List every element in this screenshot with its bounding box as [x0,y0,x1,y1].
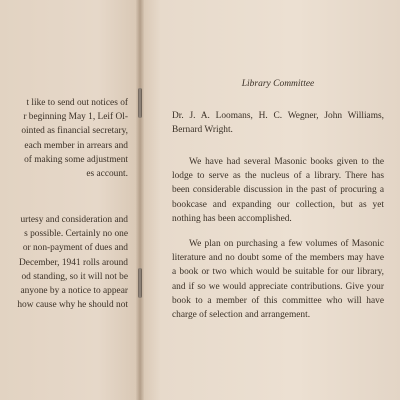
text-line: or non-payment of dues and [22,243,128,254]
staple-bottom [138,268,142,298]
text-line: each member in arrears and [24,140,128,151]
text-line: od standing, so it will not be [21,271,128,282]
right-page [140,0,400,400]
text-line: s possible. Certainly no one [24,229,128,240]
book-gutter [136,0,144,400]
right-paragraph-1: We have had several Masonic books given to the lodge to serve as the nucleus of a library. There has been considerable discussion in the past of procuring a bookcase and expanding our collection, but as yet nothing has been accomplished. [172,157,384,224]
text-line: how cause why he should not [17,300,128,311]
left-page [0,0,140,400]
section-heading: Library Committee [241,79,315,89]
staple-top [138,88,142,118]
right-paragraph-2: We plan on purchasing a few volumes of Masonic literature and no doubt some of the members may have a book or two which would be suitable for our library, and if so we would appreciate contributions. Give your book to a member of this committee who will have charge of selection and arrangement. [172,239,384,321]
committee-members: Dr. J. A. Loomans, H. C. Wegner, John Williams, Bernard Wright. [172,111,384,136]
text-line: of making some adjustment [24,154,128,165]
text-line: urtesy and consideration and [20,215,128,225]
text-line: anyone by a notice to appear [20,286,128,297]
text-line: December, 1941 rolls around [19,257,128,268]
text-line: es account. [86,169,128,180]
left-paragraph-1 [21,96,128,181]
left-paragraph-2 [17,213,128,312]
text-line: ointed as financial secretary, [21,126,128,137]
text-line: t like to send out notices of [26,98,128,108]
text-line: r beginning May 1, Leif Ol- [23,112,128,123]
